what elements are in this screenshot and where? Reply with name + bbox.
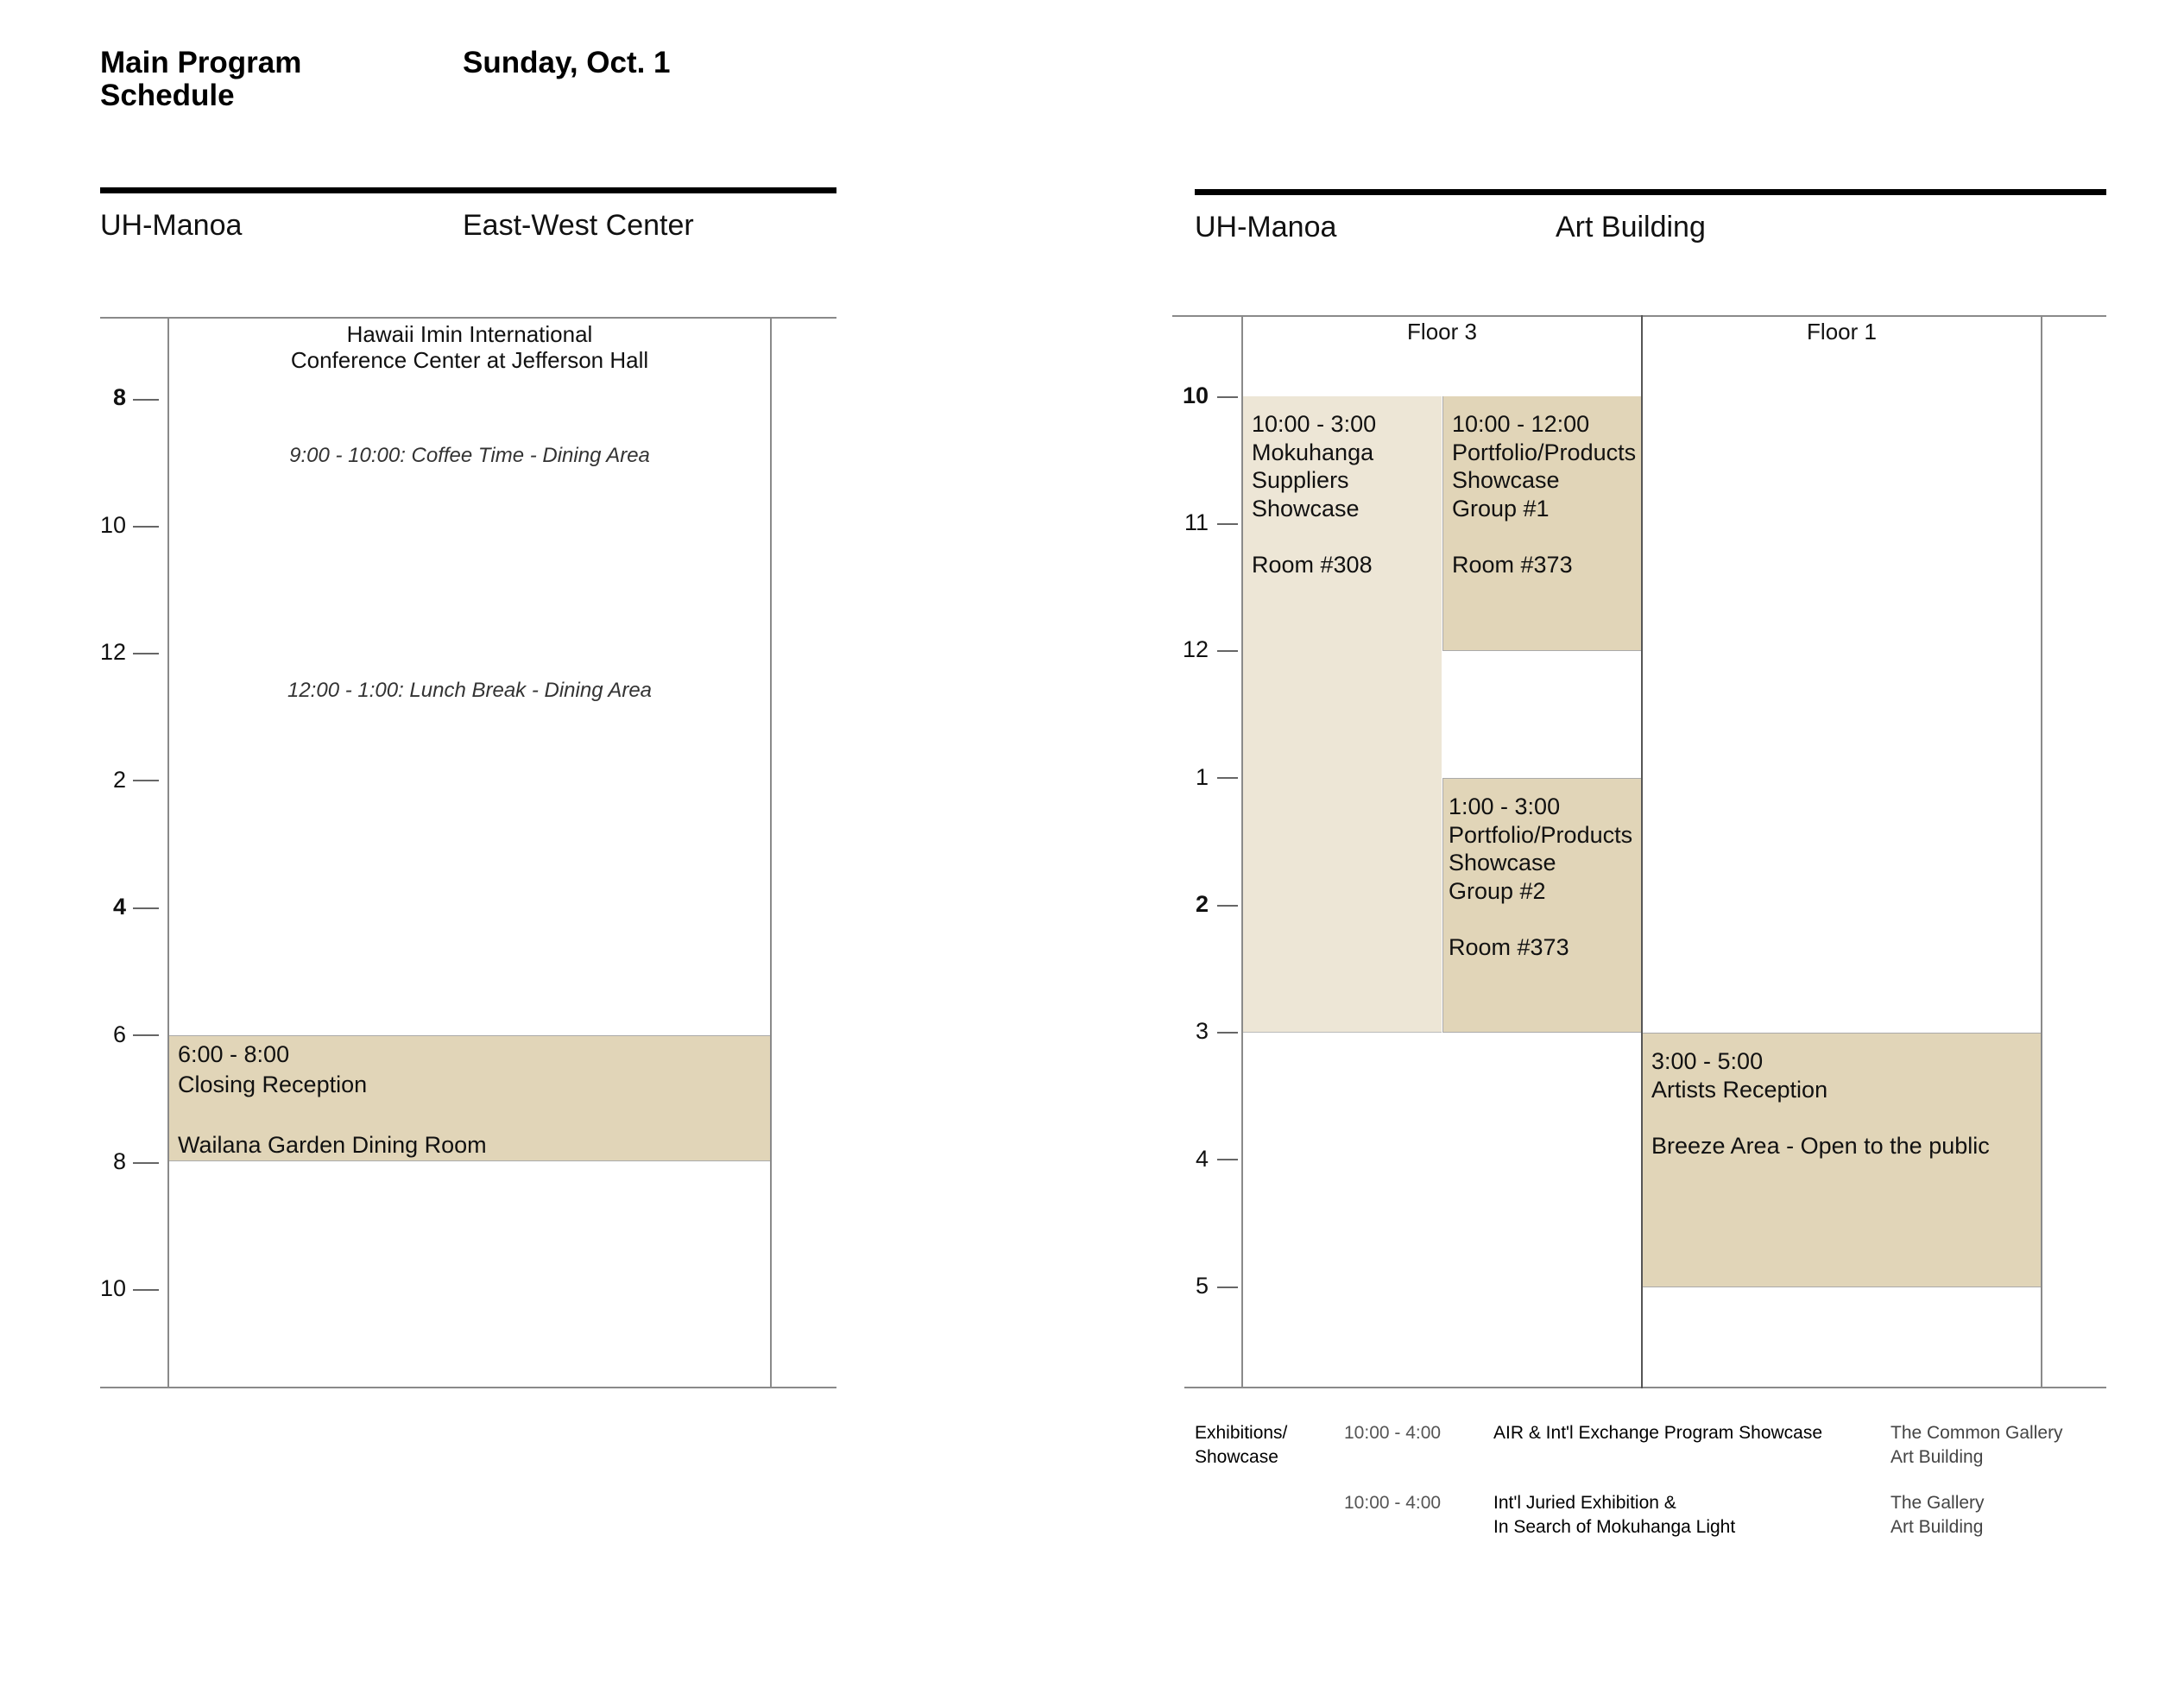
time-label: 4 [1195,1146,1209,1172]
exhibition-title: Int'l Juried Exhibition & In Search of Mokuhanga Light [1493,1493,1736,1537]
time-label: 2 [1195,891,1209,917]
column-title-floor-1: Floor 1 [1807,319,1877,345]
time-tick [133,907,159,909]
time-tick [1217,1032,1238,1034]
time-tick [133,1289,159,1291]
time-tick [133,526,159,528]
time-tick [1217,650,1238,652]
exhibition-time: 10:00 - 4:00 [1344,1423,1442,1443]
time-tick [1217,777,1238,779]
time-tick [1217,905,1238,907]
time-label: 5 [1195,1273,1209,1299]
event-portfolio-showcase-group-2[interactable]: 1:00 - 3:00 Portfolio/Products Showcase Group #2 Room #373 [1442,778,1641,1033]
lunch-break-note: 12:00 - 1:00: Lunch Break - Dining Area [287,679,653,702]
time-label: 12 [99,639,126,665]
time-tick [1217,1287,1238,1288]
grid-right-line [770,317,772,1388]
grid-top-line [1172,315,2106,317]
time-label: 11 [1184,509,1209,535]
time-label: 4 [112,894,126,920]
time-label: 1 [1195,764,1209,790]
event-closing-reception[interactable]: 6:00 - 8:00 Closing Reception Wailana Garden Dining Room [169,1035,770,1161]
time-tick [133,1034,159,1036]
time-label: 10 [99,1275,126,1301]
time-tick [133,653,159,654]
time-label: 2 [112,767,126,793]
time-label: 12 [1182,636,1209,662]
grid-right-line [2041,315,2042,1388]
schedule-date: Sunday, Oct. 1 [463,46,671,79]
time-tick [133,780,159,781]
left-venue: East-West Center [463,209,694,242]
time-tick [1217,396,1238,398]
grid-bottom-line [1184,1387,2106,1388]
column-title-jefferson-hall: Hawaii Imin International Conference Center at Jefferson Hall [290,321,649,373]
exhibition-location: The Common Gallery Art Building [1890,1423,2063,1467]
right-campus: UH-Manoa [1195,211,1337,243]
event-artists-reception[interactable]: 3:00 - 5:00 Artists Reception Breeze Area - Open to the public [1643,1033,2041,1287]
left-top-rule [100,187,836,193]
exhibition-time: 10:00 - 4:00 [1344,1493,1442,1513]
grid-left-line [167,317,169,1388]
coffee-time-note: 9:00 - 10:00: Coffee Time - Dining Area [289,444,650,467]
page-title: Main Program Schedule [100,46,302,112]
time-tick [133,399,159,401]
left-campus: UH-Manoa [100,209,243,242]
time-label: 6 [112,1021,126,1047]
grid-top-line [100,317,836,319]
event-portfolio-showcase-group-1[interactable]: 10:00 - 12:00 Portfolio/Products Showcase Group #1 Room #373 [1442,396,1641,651]
exhibition-location: The Gallery Art Building [1890,1493,1985,1537]
time-label: 3 [1195,1018,1209,1044]
time-tick [1217,1159,1238,1160]
time-tick [1217,523,1238,525]
right-venue: Art Building [1556,211,1706,243]
time-label: 10 [99,512,126,538]
time-label: 8 [112,384,126,410]
event-mokuhanga-suppliers-showcase[interactable]: 10:00 - 3:00 Mokuhanga Suppliers Showcase Room #308 [1243,396,1442,1033]
time-tick [133,1162,159,1164]
grid-bottom-line [100,1387,836,1388]
exhibitions-label: Exhibitions/ Showcase [1195,1423,1288,1467]
column-title-floor-3: Floor 3 [1407,319,1477,345]
time-label: 8 [112,1148,126,1174]
exhibition-title: AIR & Int'l Exchange Program Showcase [1493,1423,1823,1443]
time-label: 10 [1182,382,1209,408]
right-top-rule [1195,189,2106,195]
